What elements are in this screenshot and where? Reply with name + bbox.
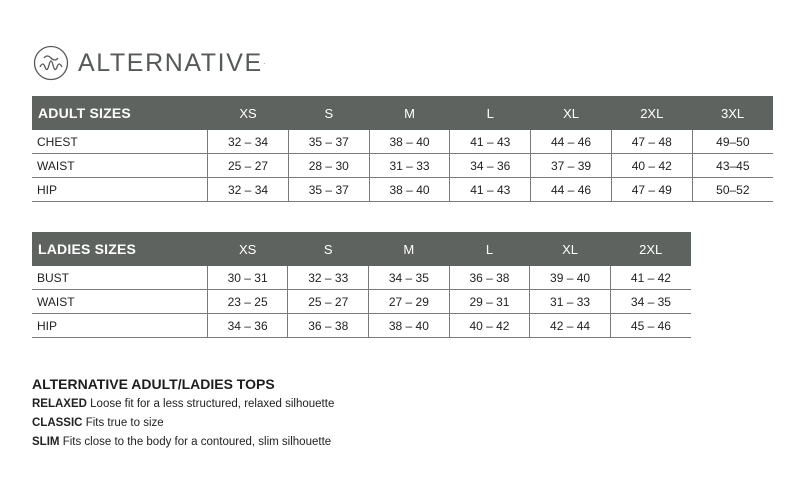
ladies-size-header: S [288, 232, 369, 266]
measurement-label: HIP [32, 178, 208, 202]
alternative-logo-icon [33, 45, 69, 81]
adult-size-header: 3XL [692, 96, 773, 130]
adult-size-header: M [369, 96, 450, 130]
ladies-size-header: XS [207, 232, 288, 266]
fit-description: Fits true to size [85, 417, 164, 429]
ladies-size-header: 2XL [610, 232, 691, 266]
fit-description: Loose fit for a less structured, relaxed silhouette [90, 398, 335, 410]
measurement-cell: 23 – 25 [207, 290, 288, 314]
measurement-cell: 37 – 39 [531, 154, 612, 178]
measurement-cell: 34 – 35 [369, 266, 450, 290]
measurement-cell: 42 – 44 [530, 314, 611, 338]
measurement-cell: 41 – 42 [610, 266, 691, 290]
measurement-cell: 28 – 30 [288, 154, 369, 178]
tops-title: ALTERNATIVE ADULT/LADIES TOPS [32, 376, 275, 392]
measurement-cell: 41 – 43 [450, 178, 531, 202]
measurement-cell: 31 – 33 [369, 154, 450, 178]
measurement-cell: 36 – 38 [288, 314, 369, 338]
table-row [32, 266, 691, 290]
measurement-cell: 49–50 [692, 130, 773, 154]
measurement-cell: 40 – 42 [611, 154, 692, 178]
table-row [32, 130, 773, 154]
measurement-cell: 41 – 43 [450, 130, 531, 154]
measurement-cell: 25 – 27 [208, 154, 289, 178]
measurement-label: CHEST [32, 130, 208, 154]
measurement-cell: 29 – 31 [449, 290, 530, 314]
fit-line-relaxed [32, 397, 334, 412]
adult-size-header: XS [208, 96, 289, 130]
measurement-cell: 47 – 49 [611, 178, 692, 202]
fit-line-slim [32, 435, 334, 450]
table-row [32, 290, 691, 314]
brand-name: ALTERNATIVE [78, 48, 263, 77]
measurement-cell: 44 – 46 [531, 130, 612, 154]
measurement-cell: 32 – 33 [288, 266, 369, 290]
measurement-cell: 27 – 29 [369, 290, 450, 314]
ladies-size-header: M [369, 232, 450, 266]
measurement-cell: 32 – 34 [208, 130, 289, 154]
measurement-cell: 38 – 40 [369, 178, 450, 202]
fit-line-classic [32, 416, 334, 431]
table-row [32, 314, 691, 338]
measurement-cell: 34 – 35 [610, 290, 691, 314]
adult-header-row [32, 96, 773, 130]
measurement-label: BUST [32, 266, 207, 290]
fit-description: Fits close to the body for a contoured, slim silhouette [62, 436, 332, 448]
measurement-cell: 25 – 27 [288, 290, 369, 314]
measurement-cell: 30 – 31 [207, 266, 288, 290]
adult-size-header: S [288, 96, 369, 130]
fit-name: SLIM [32, 436, 60, 448]
adult-size-table [32, 96, 773, 202]
measurement-cell: 45 – 46 [610, 314, 691, 338]
measurement-cell: 38 – 40 [369, 130, 450, 154]
measurement-cell: 34 – 36 [207, 314, 288, 338]
measurement-cell: 32 – 34 [208, 178, 289, 202]
measurement-cell: 47 – 48 [611, 130, 692, 154]
ladies-size-header: XL [530, 232, 611, 266]
measurement-cell: 39 – 40 [530, 266, 611, 290]
table-row [32, 154, 773, 178]
measurement-label: HIP [32, 314, 207, 338]
brand-trademark: . [263, 60, 266, 66]
brand-logo [33, 44, 265, 82]
measurement-label: WAIST [32, 290, 207, 314]
fit-name: CLASSIC [32, 417, 83, 429]
measurement-cell: 31 – 33 [530, 290, 611, 314]
measurement-cell: 38 – 40 [369, 314, 450, 338]
measurement-cell: 35 – 37 [288, 178, 369, 202]
adult-table-title: ADULT SIZES [32, 96, 208, 130]
measurement-cell: 50–52 [692, 178, 773, 202]
adult-size-header: XL [531, 96, 612, 130]
measurement-cell: 40 – 42 [449, 314, 530, 338]
adult-size-header: 2XL [611, 96, 692, 130]
fit-name: RELAXED [32, 398, 87, 410]
ladies-table-title: LADIES SIZES [32, 232, 207, 266]
measurement-cell: 43–45 [692, 154, 773, 178]
ladies-size-table [32, 232, 691, 338]
measurement-label: WAIST [32, 154, 208, 178]
measurement-cell: 34 – 36 [450, 154, 531, 178]
measurement-cell: 44 – 46 [531, 178, 612, 202]
table-row [32, 178, 773, 202]
measurement-cell: 35 – 37 [288, 130, 369, 154]
ladies-size-header: L [449, 232, 530, 266]
ladies-header-row [32, 232, 691, 266]
adult-size-header: L [450, 96, 531, 130]
measurement-cell: 36 – 38 [449, 266, 530, 290]
tops-fit-guide [32, 376, 334, 454]
